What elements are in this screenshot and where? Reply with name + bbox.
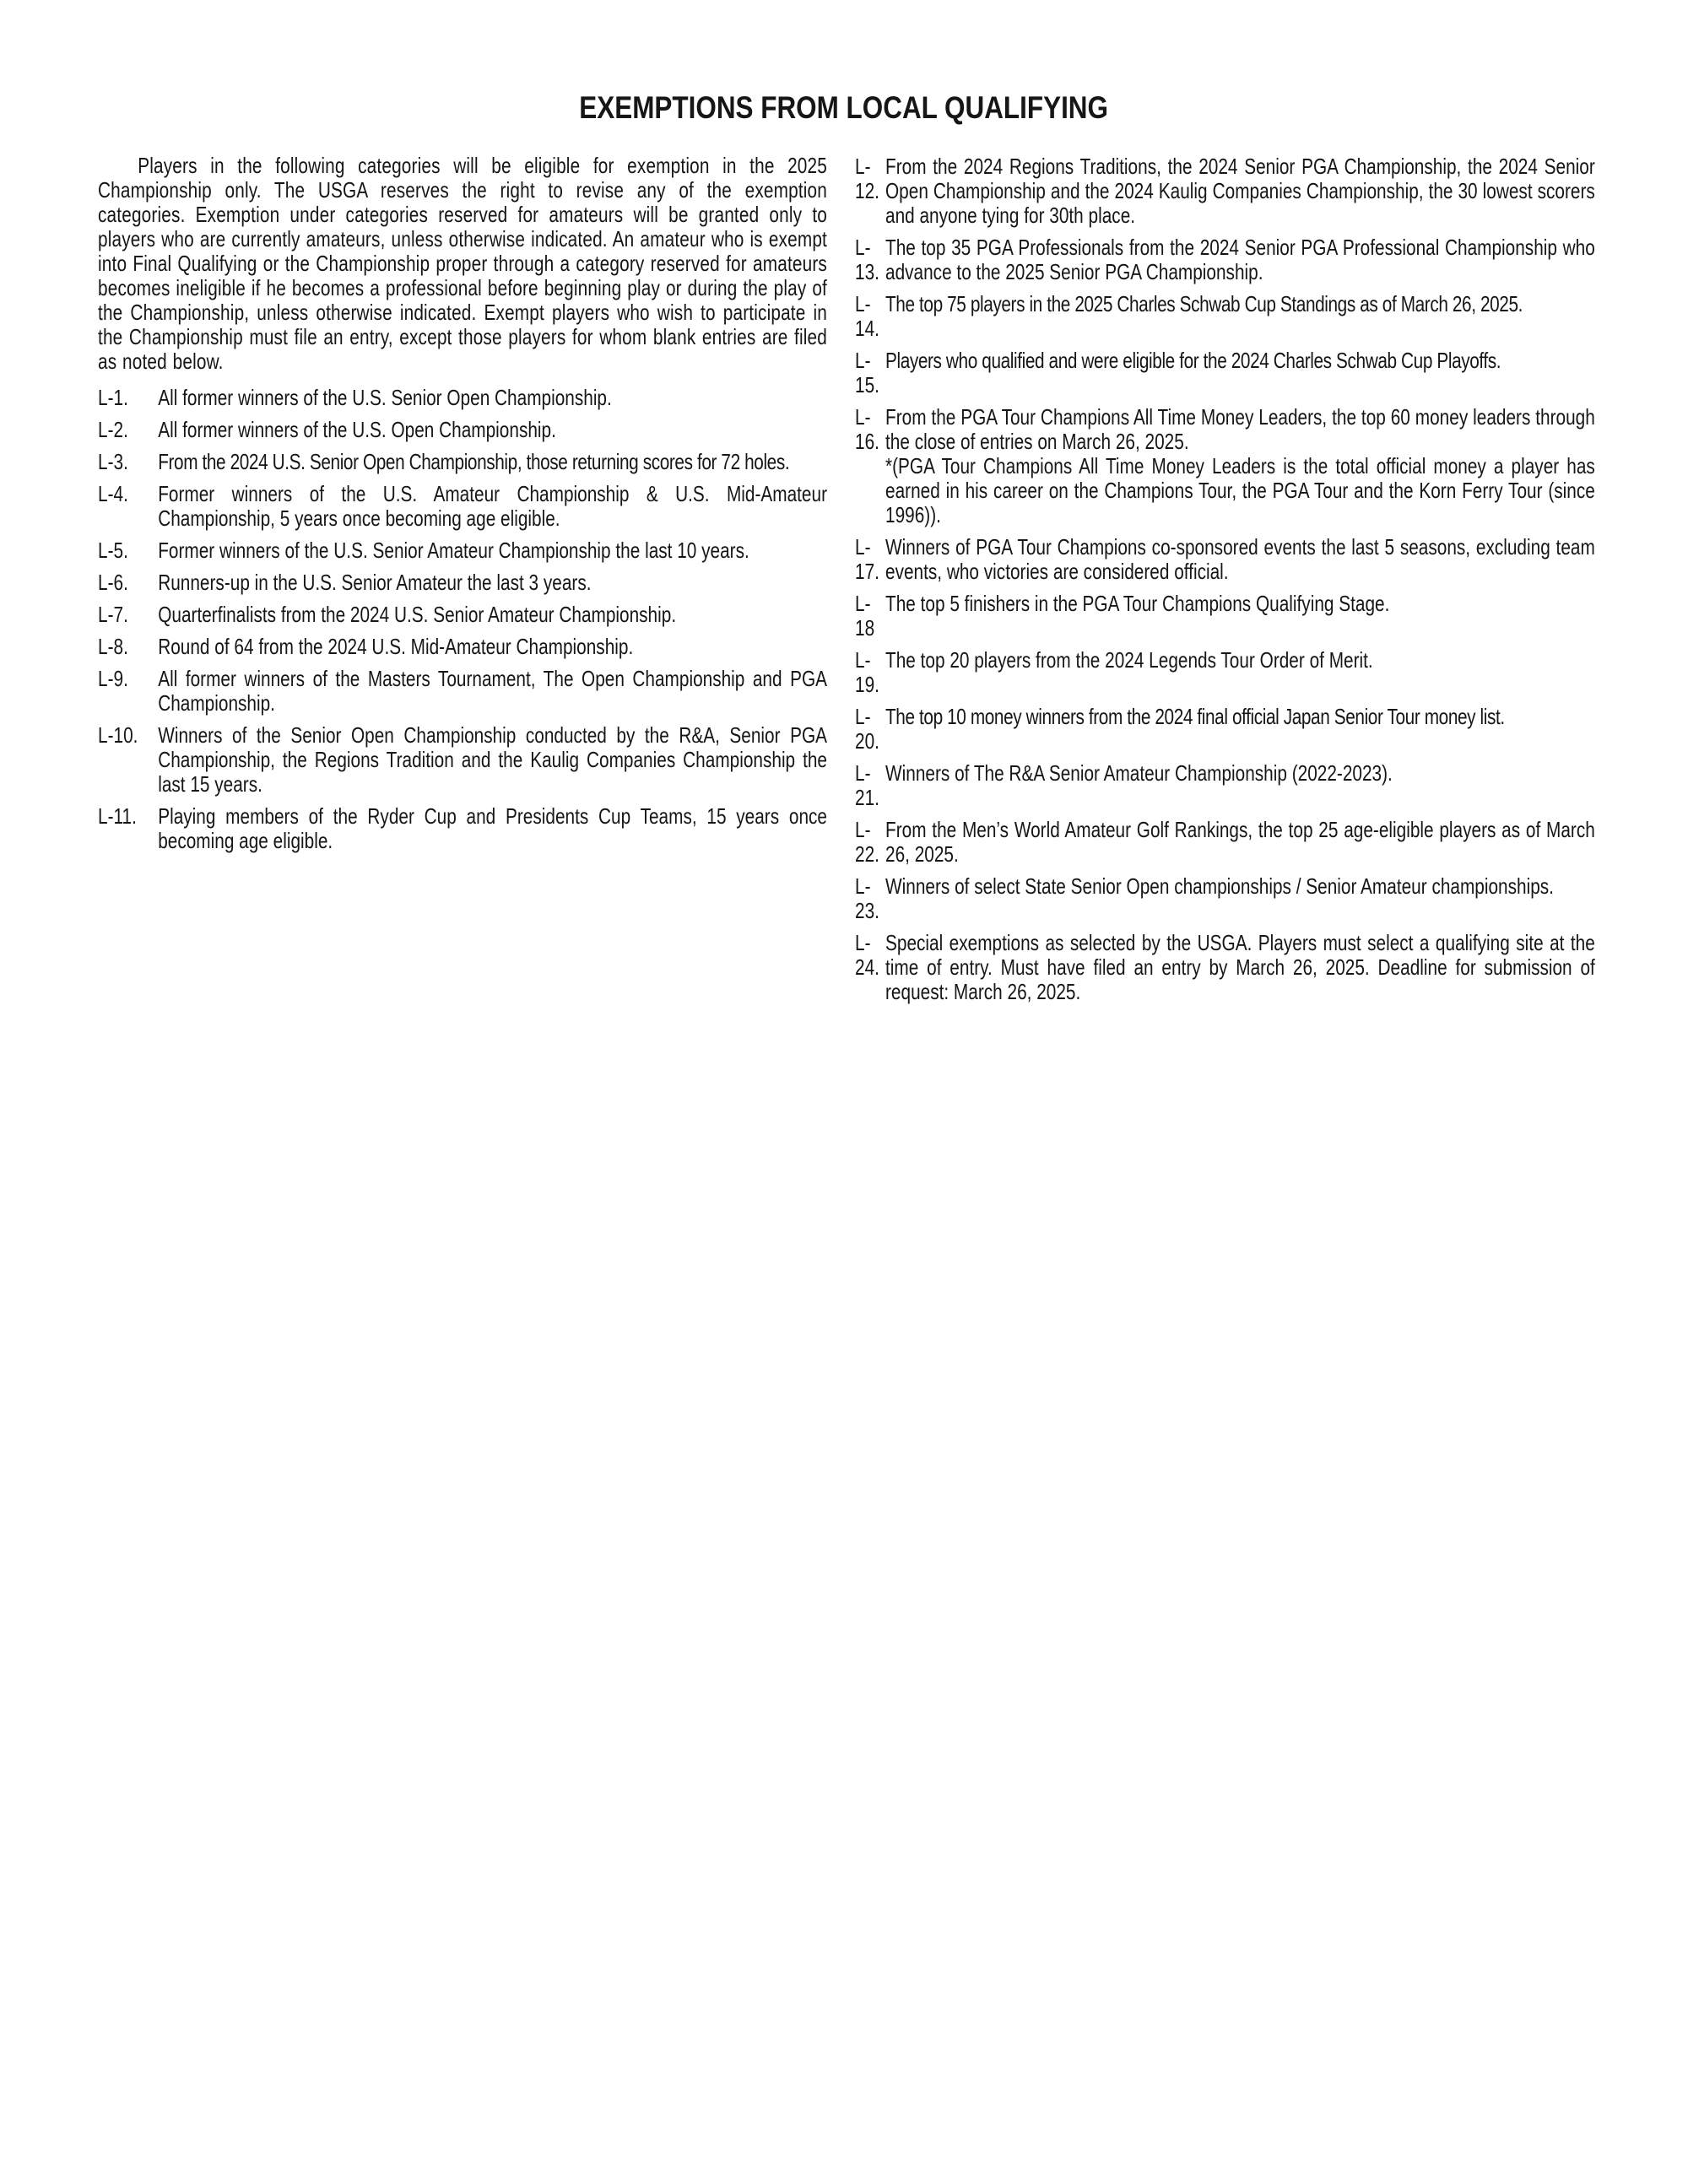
exemption-item-text: Winners of The R&A Senior Amateur Championship (2022-2023). bbox=[885, 760, 1393, 786]
exemption-item-text: From the PGA Tour Champions All Time Money Leaders, the top 60 money leaders through the close of entries on March 26, 2025. *(PGA Tour Champions All Time Money Leaders is the total official money a player has earned in his career on the Champions Tour, the PGA Tour and the Korn Ferry Tour (since 1996)). bbox=[885, 404, 1595, 527]
exemption-item-text: Runners-up in the U.S. Senior Amateur the last 3 years. bbox=[158, 570, 592, 595]
exemption-item bbox=[98, 570, 827, 595]
exemption-item-label: L-6. bbox=[98, 570, 128, 595]
exemption-item-text: Winners of PGA Tour Champions co-sponsored events the last 5 seasons, excluding team events, who victories are considered official. bbox=[885, 534, 1595, 584]
exemption-item-label: L-22. bbox=[855, 817, 879, 867]
exemption-item bbox=[98, 635, 827, 659]
exemption-item-text: All former winners of the Masters Tournament, The Open Championship and PGA Championship. bbox=[158, 666, 827, 716]
exemption-item-text: Former winners of the U.S. Amateur Championship & U.S. Mid-Amateur Championship, 5 years once becoming age eligible. bbox=[158, 481, 827, 531]
exemption-item-label: L-12. bbox=[855, 154, 879, 203]
exemption-item-label: L-1. bbox=[98, 385, 128, 410]
exemption-item-text: All former winners of the U.S. Open Championship. bbox=[158, 417, 556, 442]
exemption-item bbox=[855, 931, 1595, 1004]
exemption-item bbox=[855, 705, 1595, 754]
exemption-item-label: L-24. bbox=[855, 930, 879, 980]
exemption-item-text: From the Men’s World Amateur Golf Rankings, the top 25 age-eligible players as of March 26, 2025. bbox=[885, 817, 1595, 867]
exemption-item-label: L-11. bbox=[98, 803, 137, 829]
exemption-item bbox=[855, 648, 1595, 697]
exemption-item bbox=[855, 874, 1595, 923]
exemption-item-label: L-13. bbox=[855, 235, 879, 284]
exemption-item-label: L-10. bbox=[98, 722, 138, 748]
exemption-item-text: The top 10 money winners from the 2024 final official Japan Senior Tour money list. bbox=[885, 704, 1505, 729]
exemption-item-text: Round of 64 from the 2024 U.S. Mid-Amateur Championship. bbox=[158, 634, 634, 659]
exemption-item bbox=[98, 538, 827, 563]
exemption-item bbox=[98, 667, 827, 716]
exemption-item-label: L-19. bbox=[855, 647, 879, 697]
exemption-item-text: Winners of the Senior Open Championship conducted by the R&A, Senior PGA Championship, the Regions Tradition and the Kaulig Companies Championship the last 15 years. bbox=[158, 722, 827, 797]
exemption-item bbox=[98, 386, 827, 410]
exemption-item bbox=[855, 154, 1595, 228]
exemption-item-label: L-16. bbox=[855, 404, 879, 454]
exemption-item bbox=[98, 723, 827, 797]
exemption-item-text: All former winners of the U.S. Senior Open Championship. bbox=[158, 385, 612, 410]
exemption-item bbox=[855, 349, 1595, 397]
exemption-item-label: L-4. bbox=[98, 481, 128, 506]
exemption-item-text: Winners of select State Senior Open championships / Senior Amateur championships. bbox=[885, 873, 1554, 899]
exemption-item-text: From the 2024 U.S. Senior Open Championship, those returning scores for 72 holes. bbox=[158, 449, 790, 474]
intro-paragraph: Players in the following categories will be eligible for exemption in the 2025 Championship only. The USGA reserves the right to revise any of the exemption categories. Exemption under categories reserved for amateurs will be granted only to players who are currently amateurs, unless otherwise indicated. An amateur who is exempt into Final Qualifying or the Championship proper through a category reserved for amateurs becomes ineligible if he becomes a professional before beginning play or during the play of the Championship, unless otherwise indicated. Exempt players who wish to participate in the Championship must file an entry, except those players for whom blank entries are filed as noted below. bbox=[98, 153, 827, 374]
exemption-item-text: Quarterfinalists from the 2024 U.S. Senior Amateur Championship. bbox=[158, 602, 677, 627]
exemption-item-label: L-18 bbox=[855, 591, 875, 641]
exemption-item-label: L-20. bbox=[855, 704, 879, 754]
exemption-item-text: Special exemptions as selected by the USGA. Players must select a qualifying site at the time of entry. Must have filed an entry by March 26, 2025. Deadline for submission of request: March 26, 2025. bbox=[885, 930, 1595, 1004]
exemption-item bbox=[98, 482, 827, 531]
exemption-item bbox=[855, 592, 1595, 641]
exemption-item bbox=[98, 603, 827, 627]
exemption-item-label: L-15. bbox=[855, 348, 879, 397]
exemption-item bbox=[855, 818, 1595, 867]
exemption-item-text: The top 75 players in the 2025 Charles Schwab Cup Standings as of March 26, 2025. bbox=[885, 291, 1523, 316]
page-title-text: EXEMPTIONS FROM LOCAL QUALIFYING bbox=[579, 90, 1109, 125]
exemption-item-label: L-9. bbox=[98, 666, 128, 691]
exemption-item-text: The top 20 players from the 2024 Legends Tour Order of Merit. bbox=[885, 647, 1373, 673]
exemption-item bbox=[98, 418, 827, 442]
exemption-item-text: Former winners of the U.S. Senior Amateur Championship the last 10 years. bbox=[158, 538, 749, 563]
page-title bbox=[0, 89, 1688, 127]
exemption-item bbox=[855, 535, 1595, 584]
exemption-item bbox=[855, 761, 1595, 810]
left-column bbox=[98, 154, 827, 861]
exemption-item-label: L-23. bbox=[855, 873, 879, 923]
exemption-item-label: L-3. bbox=[98, 449, 128, 474]
exemption-item-text: Players who qualified and were eligible for the 2024 Charles Schwab Cup Playoffs. bbox=[885, 348, 1501, 373]
exemption-item-text: The top 5 finishers in the PGA Tour Champions Qualifying Stage. bbox=[885, 591, 1390, 616]
exemption-item bbox=[98, 450, 827, 474]
exemption-item-label: L-5. bbox=[98, 538, 128, 563]
exemption-item-text: The top 35 PGA Professionals from the 2024 Senior PGA Professional Championship who advance to the 2025 Senior PGA Championship. bbox=[885, 235, 1595, 284]
exemption-list-left bbox=[98, 386, 827, 853]
right-column bbox=[855, 154, 1595, 1012]
exemption-item bbox=[855, 405, 1595, 527]
exemption-item-label: L-14. bbox=[855, 291, 879, 341]
exemption-item bbox=[855, 235, 1595, 284]
exemption-item-label: L-8. bbox=[98, 634, 128, 659]
exemption-item-text: Playing members of the Ryder Cup and Presidents Cup Teams, 15 years once becoming age eligible. bbox=[158, 803, 827, 853]
exemption-item-label: L-21. bbox=[855, 760, 879, 810]
exemption-list-right bbox=[855, 154, 1595, 1004]
exemption-item-label: L-2. bbox=[98, 417, 128, 442]
exemption-item-label: L-17. bbox=[855, 534, 879, 584]
exemption-item-label: L-7. bbox=[98, 602, 128, 627]
exemption-item bbox=[98, 804, 827, 853]
exemption-item bbox=[855, 292, 1595, 341]
exemption-item-text: From the 2024 Regions Traditions, the 2024 Senior PGA Championship, the 2024 Senior Open Championship and the 2024 Kaulig Companies Championship, the 30 lowest scorers and anyone tying for 30th place. bbox=[885, 154, 1595, 228]
